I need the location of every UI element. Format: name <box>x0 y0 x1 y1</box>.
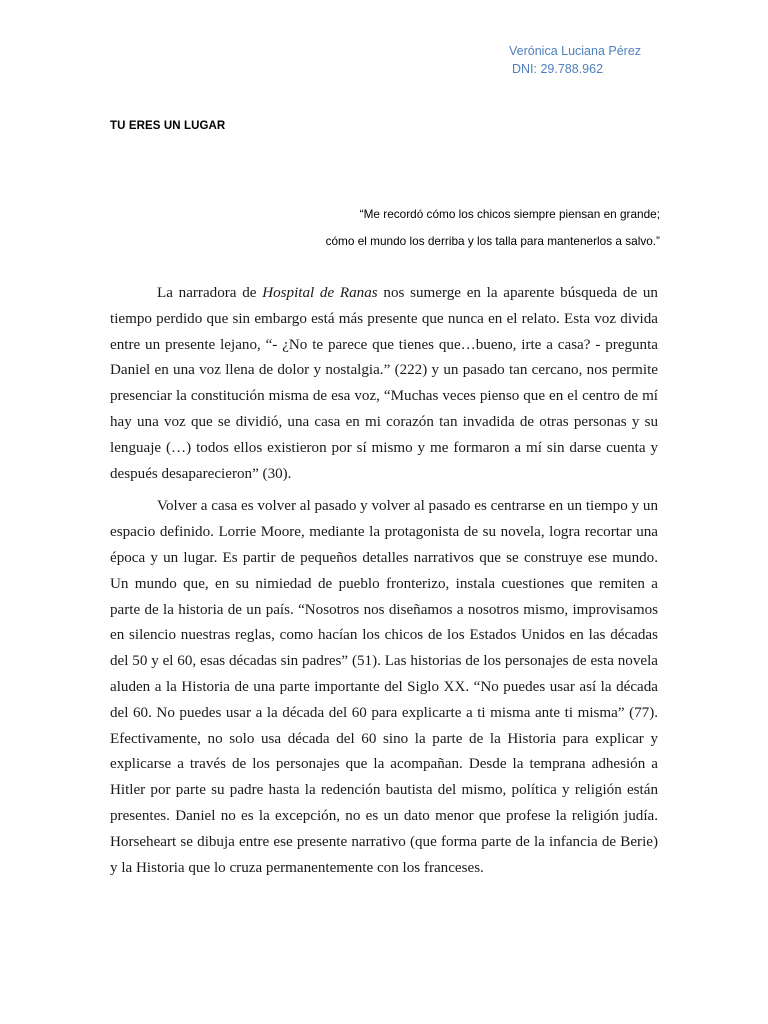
essay-title: TU ERES UN LUGAR <box>110 120 226 132</box>
paragraph-1-start: La narradora de <box>157 285 263 301</box>
essay-body <box>110 281 658 888</box>
epigraph-line-2: cómo el mundo los derriba y los talla para mantenerlos a salvo.” <box>325 234 660 248</box>
paragraph-1-rest: nos sumerge en la aparente búsqueda de un tiempo perdido que sin embargo está más presente que nunca en el relato. Esta voz divida entre un presente lejano, “- ¿No te parece que tienes que…bueno, irte a casa? - pregunta Daniel en una voz llena de dolor y nostalgia.” (222) y un pasado tan cercano, nos permite presenciar la constitución misma de esa voz, “Muchas veces pienso que en el centro de mí hay una voz que se dividió, una casa en mi corazón tan invadida de otras personas y su lenguaje (…) todos ellos existieron por sí mismo y me formaron a mí sin darse cuenta y después desaparecieron” (30). <box>110 285 658 482</box>
paragraph-1 <box>110 281 658 487</box>
author-dni: DNI: 29.788.962 <box>512 62 604 76</box>
epigraph <box>100 201 660 255</box>
book-title-italic: Hospital de Ranas <box>262 285 378 301</box>
epigraph-line-1: “Me recordó cómo los chicos siempre piensan en grande; <box>359 207 660 221</box>
paragraph-2: Volver a casa es volver al pasado y volver al pasado es centrarse en un tiempo y un espacio definido. Lorrie Moore, mediante la protagonista de su novela, logra recortar una época y un lugar. Es partir de pequeños detalles narrativos que se construye ese mundo. Un mundo que, en su nimiedad de pueblo fronterizo, instala cuestiones que remiten a parte de la historia de un país. “Nosotros nos diseñamos a nosotros mismo, improvisamos en silencio nuestras reglas, como hacían los chicos de los Estados Unidos en las décadas del 50 y el 60, esas décadas sin padres” (51). Las historias de los personajes de esta novela aluden a la Historia de una parte importante del Siglo XX. “No puedes usar así la década del 60. No puedes usar a la década del 60 para explicarte a ti misma ante ti misma” (77). Efectivamente, no solo usa década del 60 sino la parte de la Historia para explicar y explicarse a través de los personajes que la acompañan. Desde la temprana adhesión a Hitler por parte su padre hasta la redención bautista del mismo, política y religión están presentes. Daniel no es la excepción, no es un dato menor que profese la religión judía. Horseheart se dibuja entre ese presente narrativo (que forma parte de la infancia de Berie) y la Historia que lo cruza permanentemente con los franceses. <box>110 498 658 876</box>
author-block <box>509 42 641 78</box>
author-name: Verónica Luciana Pérez <box>509 44 642 58</box>
